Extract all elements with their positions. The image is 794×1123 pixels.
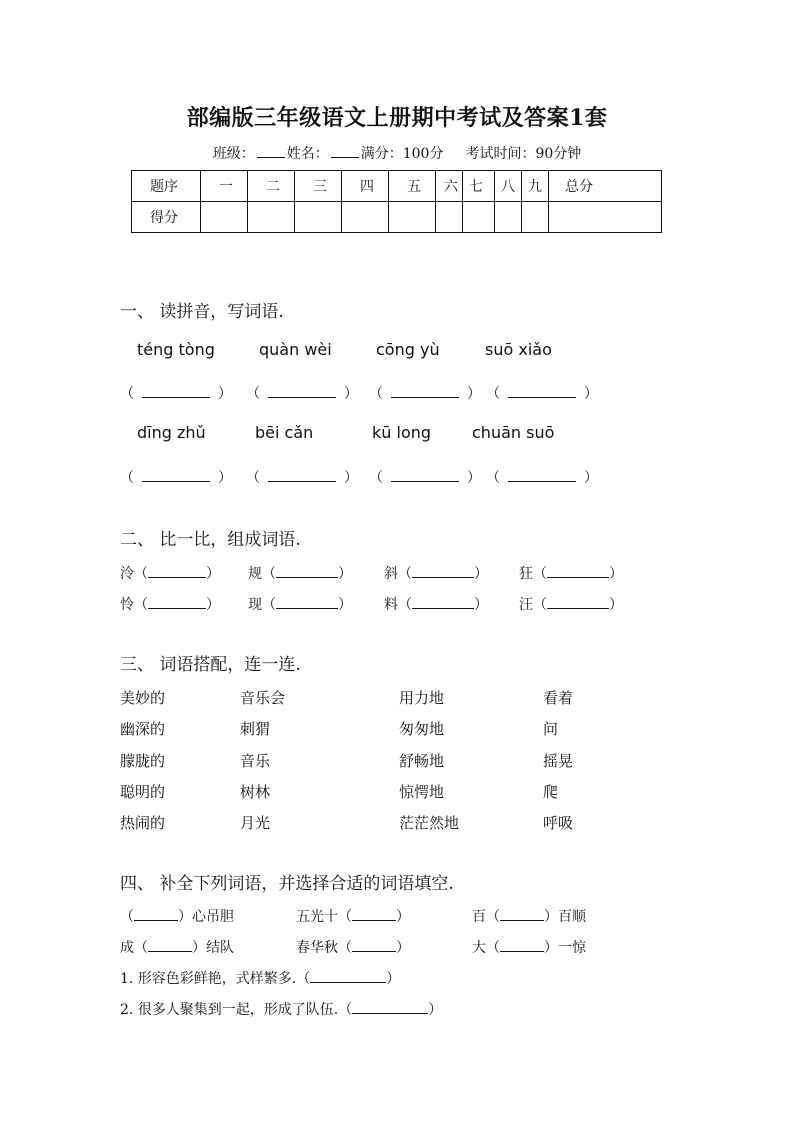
score-header-cell: 八	[495, 171, 522, 202]
match-word[interactable]: 看着	[543, 689, 574, 707]
section-1-title: 一、 读拼音，写词语.	[120, 302, 284, 322]
answer-blank[interactable]: （ ）	[486, 386, 598, 402]
score-header-cell: 七	[463, 171, 495, 202]
score-table	[131, 170, 662, 233]
compare-item[interactable]: 狂（ ）	[519, 566, 623, 582]
score-table-header-row	[132, 171, 662, 202]
compare-item[interactable]: 斜（ ）	[384, 566, 488, 582]
compare-item[interactable]: 怜（ ）	[120, 597, 220, 613]
idiom-blank[interactable]: （ ）心吊胆	[120, 909, 234, 925]
pinyin-item: quàn wèi	[259, 340, 332, 359]
section-3-title: 三、 词语搭配，连一连.	[120, 655, 301, 675]
idiom-blank[interactable]: 大（ ）一惊	[472, 940, 586, 956]
match-word[interactable]: 聪明的	[120, 783, 166, 801]
section-2-title: 二、 比一比，组成词语.	[120, 530, 301, 550]
match-word[interactable]: 音乐	[240, 752, 271, 770]
score-cell[interactable]	[436, 202, 463, 233]
answer-blank[interactable]: （ ）	[369, 470, 481, 486]
compare-item[interactable]: 现（ ）	[248, 597, 352, 613]
score-table-score-row	[132, 202, 662, 233]
match-word[interactable]: 摇晃	[543, 752, 574, 770]
compare-item[interactable]: 料（ ）	[384, 597, 488, 613]
match-word[interactable]: 茫茫然地	[399, 814, 460, 832]
answer-blank[interactable]: （ ）	[246, 470, 358, 486]
pinyin-item: kū long	[372, 423, 432, 442]
score-cell[interactable]	[495, 202, 522, 233]
match-word[interactable]: 匆匆地	[399, 720, 445, 738]
score-cell[interactable]	[522, 202, 549, 233]
score-cell[interactable]	[201, 202, 248, 233]
match-word[interactable]: 朦胧的	[120, 752, 166, 770]
name-blank[interactable]	[331, 145, 359, 158]
match-word[interactable]: 刺猬	[240, 720, 271, 738]
section-4-title: 四、 补全下列词语，并选择合适的词语填空.	[120, 874, 454, 894]
match-word[interactable]: 美妙的	[120, 689, 166, 707]
match-word[interactable]: 用力地	[399, 689, 445, 707]
score-cell[interactable]	[463, 202, 495, 233]
pinyin-item: cōng yù	[376, 340, 440, 359]
score-header-cell: 一	[201, 171, 248, 202]
question-2[interactable]: 2. 很多人聚集到一起，形成了队伍.（ ）	[120, 1002, 443, 1018]
exam-info-line	[0, 143, 794, 163]
idiom-blank[interactable]: 春华秋（ ）	[296, 940, 410, 956]
class-label: 班级：	[212, 146, 255, 162]
score-header-cell: 四	[342, 171, 389, 202]
answer-blank[interactable]: （ ）	[120, 470, 232, 486]
score-header-cell: 六	[436, 171, 463, 202]
pinyin-item: dīng zhǔ	[137, 423, 206, 442]
match-word[interactable]: 舒畅地	[399, 752, 445, 770]
idiom-blank[interactable]: 成（ ）结队	[120, 940, 234, 956]
compare-item[interactable]: 规（ ）	[248, 566, 352, 582]
score-header-cell: 总分	[549, 171, 662, 202]
match-word[interactable]: 幽深的	[120, 720, 166, 738]
score-cell[interactable]	[295, 202, 342, 233]
question-1[interactable]: 1. 形容色彩鲜艳，式样繁多.（ ）	[120, 971, 401, 987]
score-header-cell: 二	[248, 171, 295, 202]
full-score-text: 满分：100分	[360, 146, 444, 162]
score-header-cell: 九	[522, 171, 549, 202]
match-word[interactable]: 爬	[543, 783, 559, 801]
idiom-blank[interactable]: 百（ ）百顺	[472, 909, 586, 925]
answer-blank[interactable]: （ ）	[120, 386, 232, 402]
name-label: 姓名：	[286, 146, 329, 162]
score-row-label: 得分	[132, 202, 201, 233]
pinyin-item: suō xiǎo	[485, 340, 552, 359]
match-word[interactable]: 呼吸	[543, 814, 574, 832]
match-word[interactable]: 树林	[240, 783, 271, 801]
match-word[interactable]: 热闹的	[120, 814, 166, 832]
match-word[interactable]: 月光	[240, 814, 271, 832]
answer-blank[interactable]: （ ）	[486, 470, 598, 486]
score-cell[interactable]	[549, 202, 662, 233]
score-header-cell: 五	[389, 171, 436, 202]
class-blank[interactable]	[257, 145, 285, 158]
match-word[interactable]: 惊愕地	[399, 783, 445, 801]
answer-blank[interactable]: （ ）	[369, 386, 481, 402]
compare-item[interactable]: 汪（ ）	[519, 597, 623, 613]
answer-blank[interactable]: （ ）	[246, 386, 358, 402]
score-cell[interactable]	[342, 202, 389, 233]
score-cell[interactable]	[389, 202, 436, 233]
page-title: 部编版三年级语文上册期中考试及答案1套	[186, 105, 608, 131]
pinyin-item: bēi cǎn	[255, 423, 314, 442]
exam-time-text: 考试时间：90分钟	[465, 146, 582, 162]
pinyin-item: chuān suō	[472, 423, 555, 442]
idiom-blank[interactable]: 五光十（ ）	[296, 909, 410, 925]
score-header-cell: 三	[295, 171, 342, 202]
match-word[interactable]: 音乐会	[240, 689, 286, 707]
compare-item[interactable]: 泠（ ）	[120, 566, 220, 582]
pinyin-item: téng tòng	[137, 340, 215, 359]
match-word[interactable]: 问	[543, 720, 559, 738]
score-header-cell: 题序	[132, 171, 201, 202]
score-cell[interactable]	[248, 202, 295, 233]
